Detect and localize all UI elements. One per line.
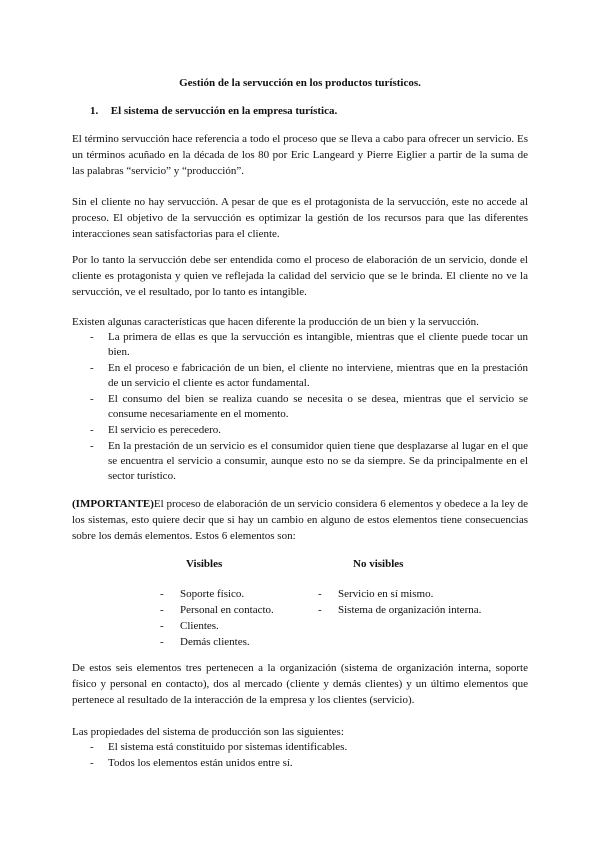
- list-item: - Soporte físico.: [160, 588, 245, 600]
- paragraph-elements-summary: De estos seis elementos tres pertenecen a la organización (sistema de organización interna, soporte físico y personal en contacto), dos al mercado (cliente y demás clientes) y un último elementos que pertenece al resultado de la interacción de la empresa y los clientes (servicio).: [72, 662, 528, 706]
- nonvisible-heading: No visibles: [353, 558, 404, 570]
- section-heading: [90, 105, 337, 117]
- dash-marker: -: [90, 331, 94, 343]
- paragraph-characteristics-intro: Existen algunas características que hacen diferente la producción de un bien y la servucción.: [72, 316, 479, 328]
- list-item: - El sistema está constituido por sistemas identificables.: [90, 741, 348, 753]
- list-item: - El servicio es perecedero.: [90, 424, 221, 436]
- dash-marker: -: [90, 757, 94, 769]
- visible-elements-list: [160, 586, 274, 650]
- dash-marker: -: [90, 393, 94, 405]
- dash-marker: -: [90, 741, 94, 753]
- paragraph-process: Por lo tanto la servucción debe ser entendida como el proceso de elaboración de un servicio, donde el cliente es protagonista y quien ve reflejada la calidad del servicio que se le brinda. El cliente no ve la servucción, ve el resultado, por lo tanto es intangible.: [72, 254, 528, 298]
- dash-marker: -: [90, 424, 94, 436]
- section-heading-text: El sistema de servucción en la empresa turística.: [110, 105, 338, 117]
- list-item: - Clientes.: [160, 620, 219, 632]
- list-item: - Demás clientes.: [160, 636, 250, 648]
- properties-list: [90, 740, 528, 772]
- characteristics-list: [90, 330, 528, 485]
- list-item: - El consumo del bien se realiza cuando se necesita o se desea, mientras que el servicio se consume necesariamente en el momento.: [90, 393, 528, 420]
- nonvisible-elements-list: [318, 586, 481, 618]
- dash-marker: -: [90, 440, 94, 452]
- list-item: - Personal en contacto.: [160, 604, 274, 616]
- list-item: - Todos los elementos están unidos entre sí.: [90, 757, 293, 769]
- list-item: - En la prestación de un servicio es el consumidor quien tiene que desplazarse al lugar en el que se encuentra el servicio a consumir, aunque esto no se da siempre. Se da principalmente en el sector turístico.: [90, 440, 528, 482]
- visible-heading: Visibles: [186, 558, 223, 570]
- list-item: - La primera de ellas es que la servucción es intangible, mientras que el cliente puede tocar un bien.: [90, 331, 528, 358]
- paragraph-properties-intro: Las propiedades del sistema de producción son las siguientes:: [72, 726, 344, 738]
- document-title: Gestión de la servucción en los productos turísticos.: [179, 77, 421, 89]
- list-item: - Sistema de organización interna.: [318, 604, 482, 616]
- paragraph-important-text: El proceso de elaboración de un servicio considera 6 elementos y obedece a la ley de los sistemas, esto quiere decir que si hay un cambio en alguno de estos elementos tiene consecuencias sobre los demás elementos. Estos 6 elementos son:: [72, 498, 528, 542]
- paragraph-client: Sin el cliente no hay servucción. A pesar de que es el protagonista de la servucción, este no accede al proceso. El objetivo de la servucción es optimizar la gestión de los recursos para que las diferentes interacciones sean satisfactorias para el cliente.: [72, 196, 528, 240]
- list-item: - En el proceso e fabricación de un bien, el cliente no interviene, mientras que en la prestación de un servicio el cliente es actor fundamental.: [90, 362, 528, 389]
- important-label: (IMPORTANTE): [72, 498, 154, 510]
- dash-marker: -: [90, 362, 94, 374]
- paragraph-important: [72, 496, 528, 544]
- section-number: 1.: [90, 105, 99, 117]
- paragraph-definition: El término servucción hace referencia a todo el proceso que se lleva a cabo para ofrecer un servicio. Es un términos acuñado en la década de los 80 por Eric Langeard y Pierre Eiglier a partir de la suma de las palabras “servicio” y “producción”.: [72, 133, 528, 177]
- list-item: - Servicio en sí mismo.: [318, 588, 434, 600]
